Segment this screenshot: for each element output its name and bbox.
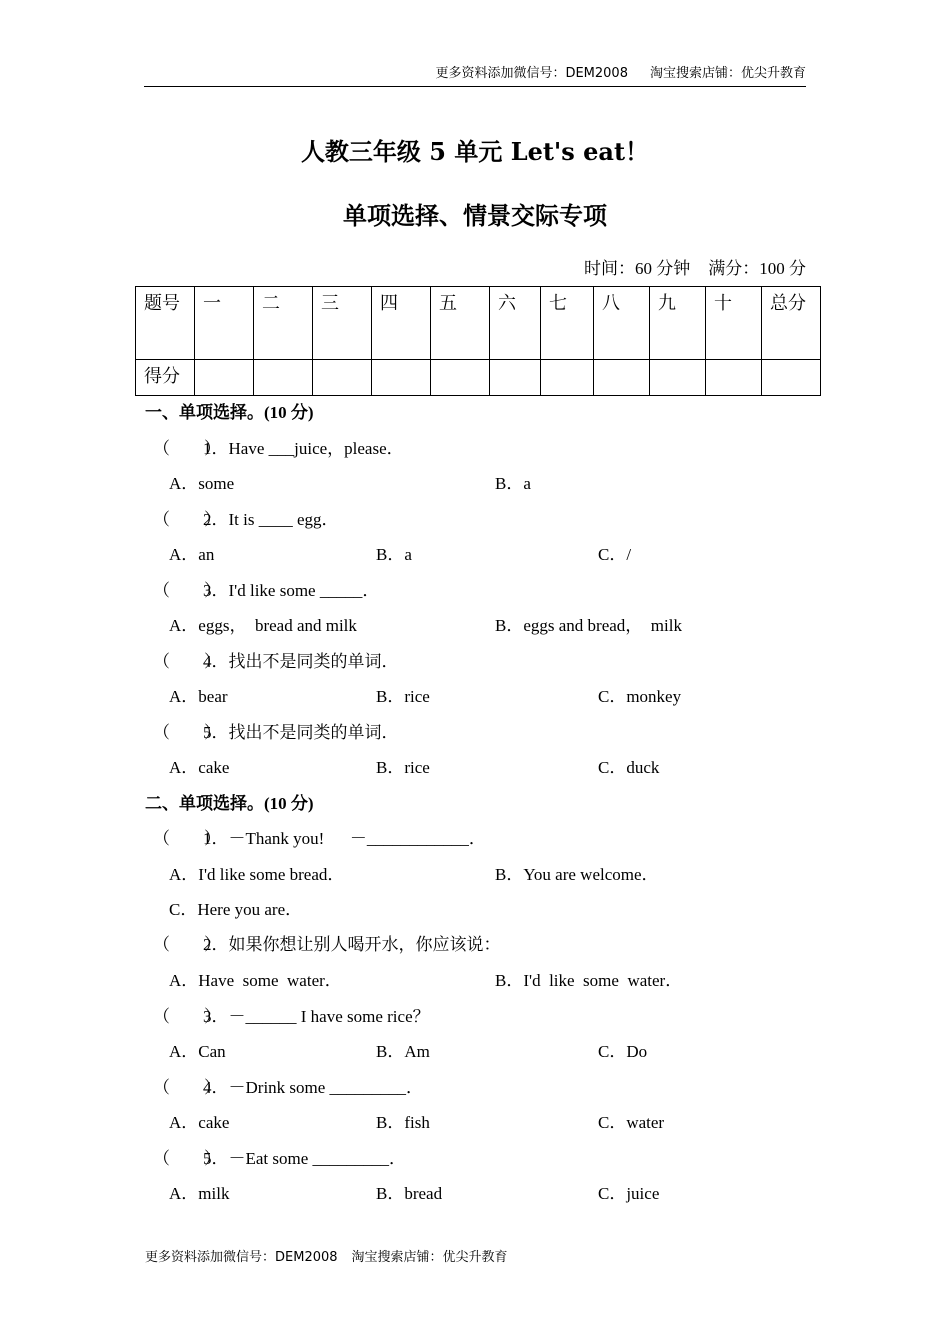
header-wechat: 更多资料添加微信号：DEM2008 bbox=[435, 66, 628, 81]
score-cell bbox=[431, 360, 490, 396]
question bbox=[153, 1144, 406, 1169]
option: C．duck bbox=[598, 758, 660, 777]
footer-shop: 淘宝搜索店铺：优尖升教育 bbox=[351, 1250, 508, 1265]
option: C．monkey bbox=[598, 687, 682, 706]
question bbox=[153, 505, 339, 530]
question bbox=[153, 576, 379, 601]
score-header-cell: 八 bbox=[594, 287, 650, 360]
option: A．Can bbox=[169, 1042, 226, 1061]
question-text: 1．－Thank you! －____________． bbox=[203, 829, 486, 848]
score-header-cell: 三 bbox=[313, 287, 372, 360]
option: A．milk bbox=[169, 1184, 230, 1203]
option: C．/ bbox=[598, 545, 632, 564]
score-header-cell: 二 bbox=[254, 287, 313, 360]
score-cell bbox=[313, 360, 372, 396]
score-header-cell: 五 bbox=[431, 287, 490, 360]
time-limit: 时间：60 分钟 bbox=[584, 259, 691, 278]
score-cell bbox=[195, 360, 254, 396]
full-score: 满分：100 分 bbox=[708, 259, 806, 278]
option: B．a bbox=[376, 545, 412, 564]
question-text: 2．如果你想让别人喝开水，你应该说： bbox=[203, 935, 501, 954]
section2-title: 二、单项选择。(10 分) bbox=[145, 794, 314, 813]
score-cell bbox=[372, 360, 431, 396]
question-text: 3．I'd like some _____． bbox=[203, 581, 380, 600]
score-header-cell: 六 bbox=[490, 287, 541, 360]
question-text: 4．－Drink some _________． bbox=[203, 1078, 424, 1097]
question-text: 1．Have ___juice，please． bbox=[203, 439, 404, 458]
option: B．Am bbox=[376, 1042, 430, 1061]
option: B．You are welcome． bbox=[495, 865, 659, 884]
option: B．a bbox=[495, 474, 531, 493]
score-header-cell: 总分 bbox=[762, 287, 821, 360]
question-text: 2．It is ____ egg． bbox=[203, 510, 339, 529]
section1-title: 一、单项选择。(10 分) bbox=[145, 403, 314, 422]
option: B．rice bbox=[376, 758, 430, 777]
score-header-cell: 题号 bbox=[136, 287, 195, 360]
answer-blank[interactable]: （ ） bbox=[153, 1078, 221, 1097]
score-row-label: 得分 bbox=[136, 360, 195, 396]
option: B．eggs and bread， milk bbox=[495, 616, 682, 635]
question bbox=[153, 1073, 423, 1098]
question-text: 4．找出不是同类的单词． bbox=[203, 652, 399, 671]
option: A．cake bbox=[169, 758, 230, 777]
score-cell bbox=[541, 360, 594, 396]
score-cell bbox=[490, 360, 541, 396]
answer-blank[interactable]: （ ） bbox=[153, 652, 221, 671]
score-cell bbox=[594, 360, 650, 396]
option: A．an bbox=[169, 545, 215, 564]
answer-blank[interactable]: （ ） bbox=[153, 1149, 221, 1168]
score-cell bbox=[650, 360, 706, 396]
question bbox=[153, 647, 399, 672]
score-header-cell: 十 bbox=[706, 287, 762, 360]
score-cell bbox=[762, 360, 821, 396]
score-header-cell: 一 bbox=[195, 287, 254, 360]
option: A．some bbox=[169, 474, 235, 493]
score-header-cell: 四 bbox=[372, 287, 431, 360]
question bbox=[153, 930, 501, 955]
option: C．water bbox=[598, 1113, 665, 1132]
option: A．bear bbox=[169, 687, 228, 706]
answer-blank[interactable]: （ ） bbox=[153, 1007, 221, 1026]
option: C．Do bbox=[598, 1042, 648, 1061]
question bbox=[153, 718, 399, 743]
page-header bbox=[144, 66, 806, 87]
answer-blank[interactable]: （ ） bbox=[153, 829, 221, 848]
question-text: 5．找出不是同类的单词． bbox=[203, 723, 399, 742]
option: A．I'd like some bread． bbox=[169, 865, 345, 884]
footer-wechat: 更多资料添加微信号：DEM2008 bbox=[145, 1250, 338, 1265]
answer-blank[interactable]: （ ） bbox=[153, 723, 221, 742]
score-cell bbox=[254, 360, 313, 396]
option: C．Here you are． bbox=[169, 900, 303, 919]
score-header-cell: 七 bbox=[541, 287, 594, 360]
time-info bbox=[566, 254, 806, 279]
question bbox=[153, 1002, 430, 1027]
header-shop: 淘宝搜索店铺：优尖升教育 bbox=[649, 66, 806, 81]
option: A．cake bbox=[169, 1113, 230, 1132]
answer-blank[interactable]: （ ） bbox=[153, 581, 221, 600]
question-text: 3．－______ I have some rice？ bbox=[203, 1007, 430, 1026]
option: C．juice bbox=[598, 1184, 660, 1203]
option: B．rice bbox=[376, 687, 430, 706]
option: A．eggs， bread and milk bbox=[169, 616, 357, 635]
score-table bbox=[135, 286, 821, 396]
option: A．Have some water． bbox=[169, 971, 342, 990]
answer-blank[interactable]: （ ） bbox=[153, 510, 221, 529]
option: B．fish bbox=[376, 1113, 430, 1132]
option: B．bread bbox=[376, 1184, 443, 1203]
option: B．I'd like some water． bbox=[495, 971, 683, 990]
page-title: 人教三年级 5 单元 Let's eat！ bbox=[300, 137, 650, 166]
answer-blank[interactable]: （ ） bbox=[153, 935, 221, 954]
answer-blank[interactable]: （ ） bbox=[153, 439, 221, 458]
score-table-header-row bbox=[136, 287, 821, 360]
score-table-score-row bbox=[136, 360, 821, 396]
page-footer bbox=[145, 1246, 522, 1265]
question bbox=[153, 824, 486, 849]
score-header-cell: 九 bbox=[650, 287, 706, 360]
question-text: 5．－Eat some _________． bbox=[203, 1149, 407, 1168]
question bbox=[153, 434, 404, 459]
page-subtitle: 单项选择、情景交际专项 bbox=[343, 201, 607, 230]
score-cell bbox=[706, 360, 762, 396]
